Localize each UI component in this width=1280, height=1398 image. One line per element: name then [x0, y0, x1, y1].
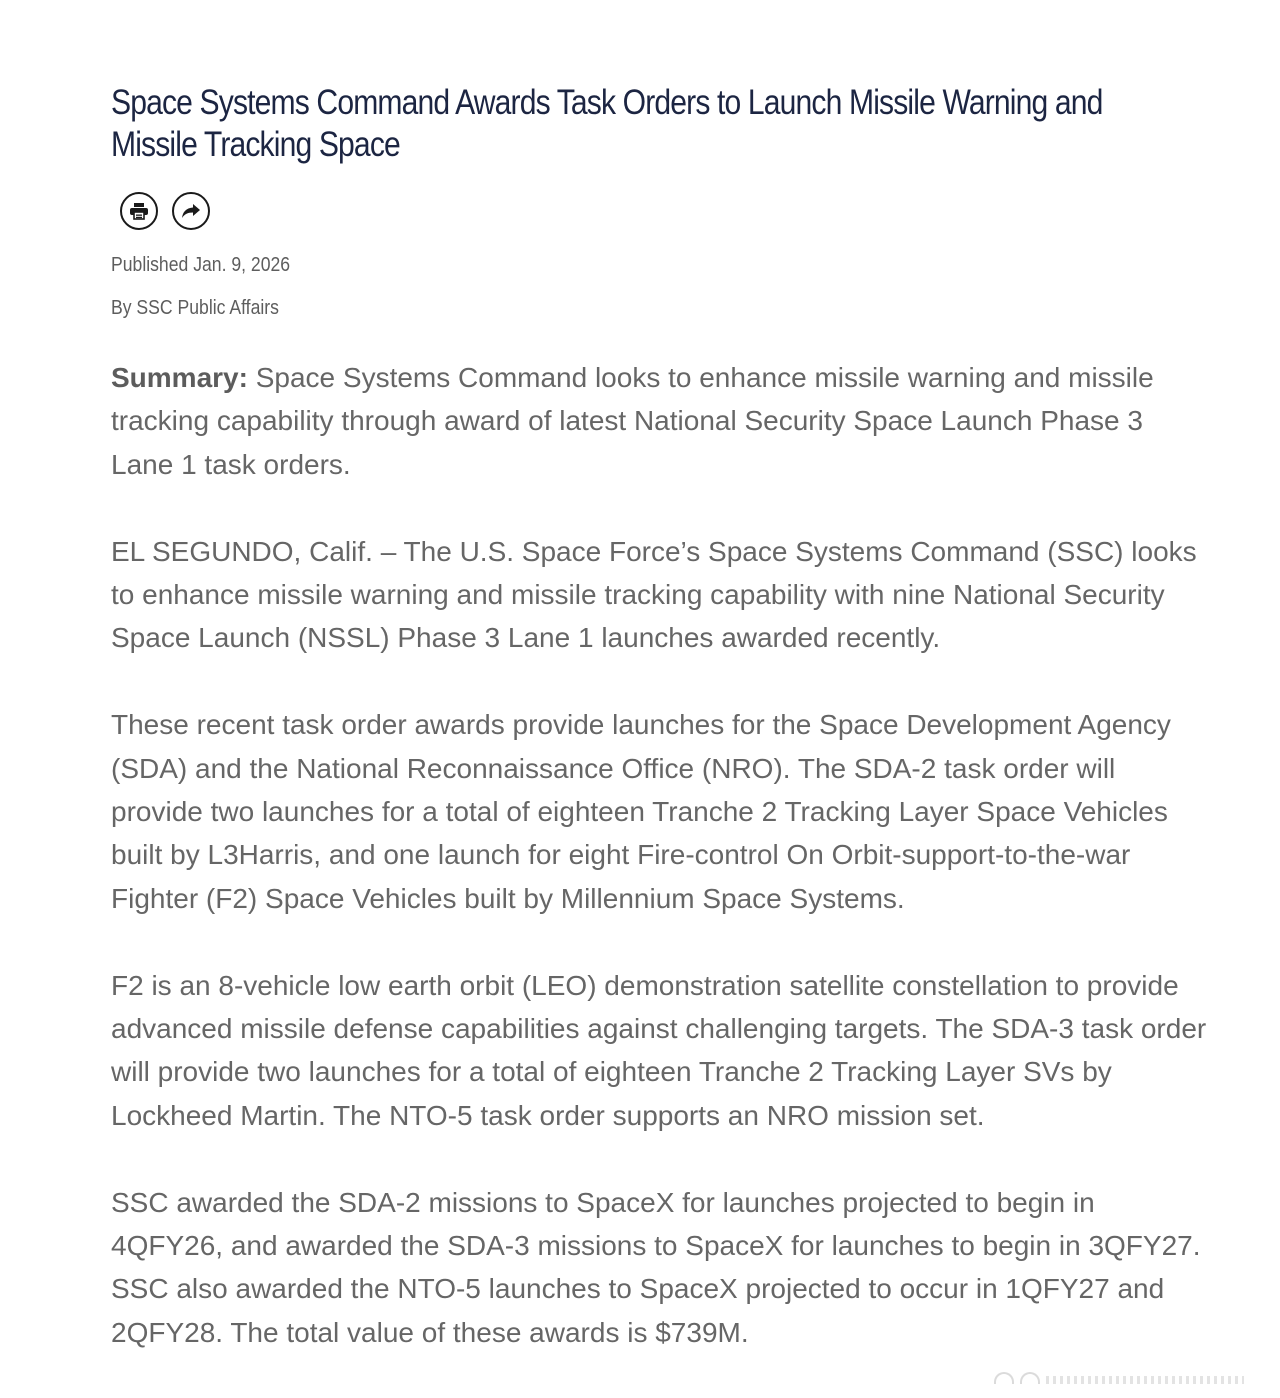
watermark [994, 1370, 1244, 1384]
article-body [111, 356, 1211, 1354]
print-icon [129, 202, 149, 220]
watermark-text [1046, 1376, 1244, 1384]
body-paragraph: F2 is an 8-vehicle low earth orbit (LEO) demonstration satellite constellation to provide advanced missile defense capabilities against challenging targets. The SDA-3 task order will provide two launches for a total of eighteen Tranche 2 Tracking Layer SVs by Lockheed Martin. The NTO-5 task order supports an NRO mission set. [111, 969, 1207, 1131]
article-actions [120, 192, 1211, 230]
watermark-logo-icon [1020, 1372, 1040, 1384]
article [111, 82, 1211, 1398]
watermark-logo-icon [994, 1372, 1014, 1384]
share-icon [181, 202, 201, 220]
published-date: Published Jan. 9, 2026 [111, 254, 291, 276]
summary-label: Summary: [111, 362, 248, 393]
page-title: Space Systems Command Awards Task Orders to Launch Missile Warning and Missile Tracking Space [111, 83, 1103, 164]
body-paragraph: These recent task order awards provide launches for the Space Development Agency (SDA) and the National Reconnaissance Office (NRO). The SDA-2 task order will provide two launches for a total of eighteen Tranche 2 Tracking Layer Space Vehicles built by L3Harris, and one launch for eight Fire-control On Orbit-support-to-the-war Fighter (F2) Space Vehicles built by Millennium Space Systems. [111, 709, 1171, 914]
body-paragraph: EL SEGUNDO, Calif. – The U.S. Space Force’s Space Systems Command (SSC) looks to enhance missile warning and missile tracking capability with nine National Security Space Launch (NSSL) Phase 3 Lane 1 launches awarded recently. [111, 535, 1197, 654]
body-paragraph: SSC awarded the SDA-2 missions to SpaceX for launches projected to begin in 4QFY26, and awarded the SDA-3 missions to SpaceX for launches to begin in 3QFY27. SSC also awarded the NTO-5 launches to SpaceX projected to occur in 1QFY27 and 2QFY28. The total value of these awards is $739M. [111, 1186, 1201, 1348]
summary-text: Space Systems Command looks to enhance missile warning and missile tracking capability through award of latest National Security Space Launch Phase 3 Lane 1 task orders. [111, 362, 1154, 480]
print-button[interactable] [120, 192, 158, 230]
byline: By SSC Public Affairs [111, 297, 279, 319]
share-button[interactable] [172, 192, 210, 230]
summary-paragraph [111, 356, 1211, 486]
